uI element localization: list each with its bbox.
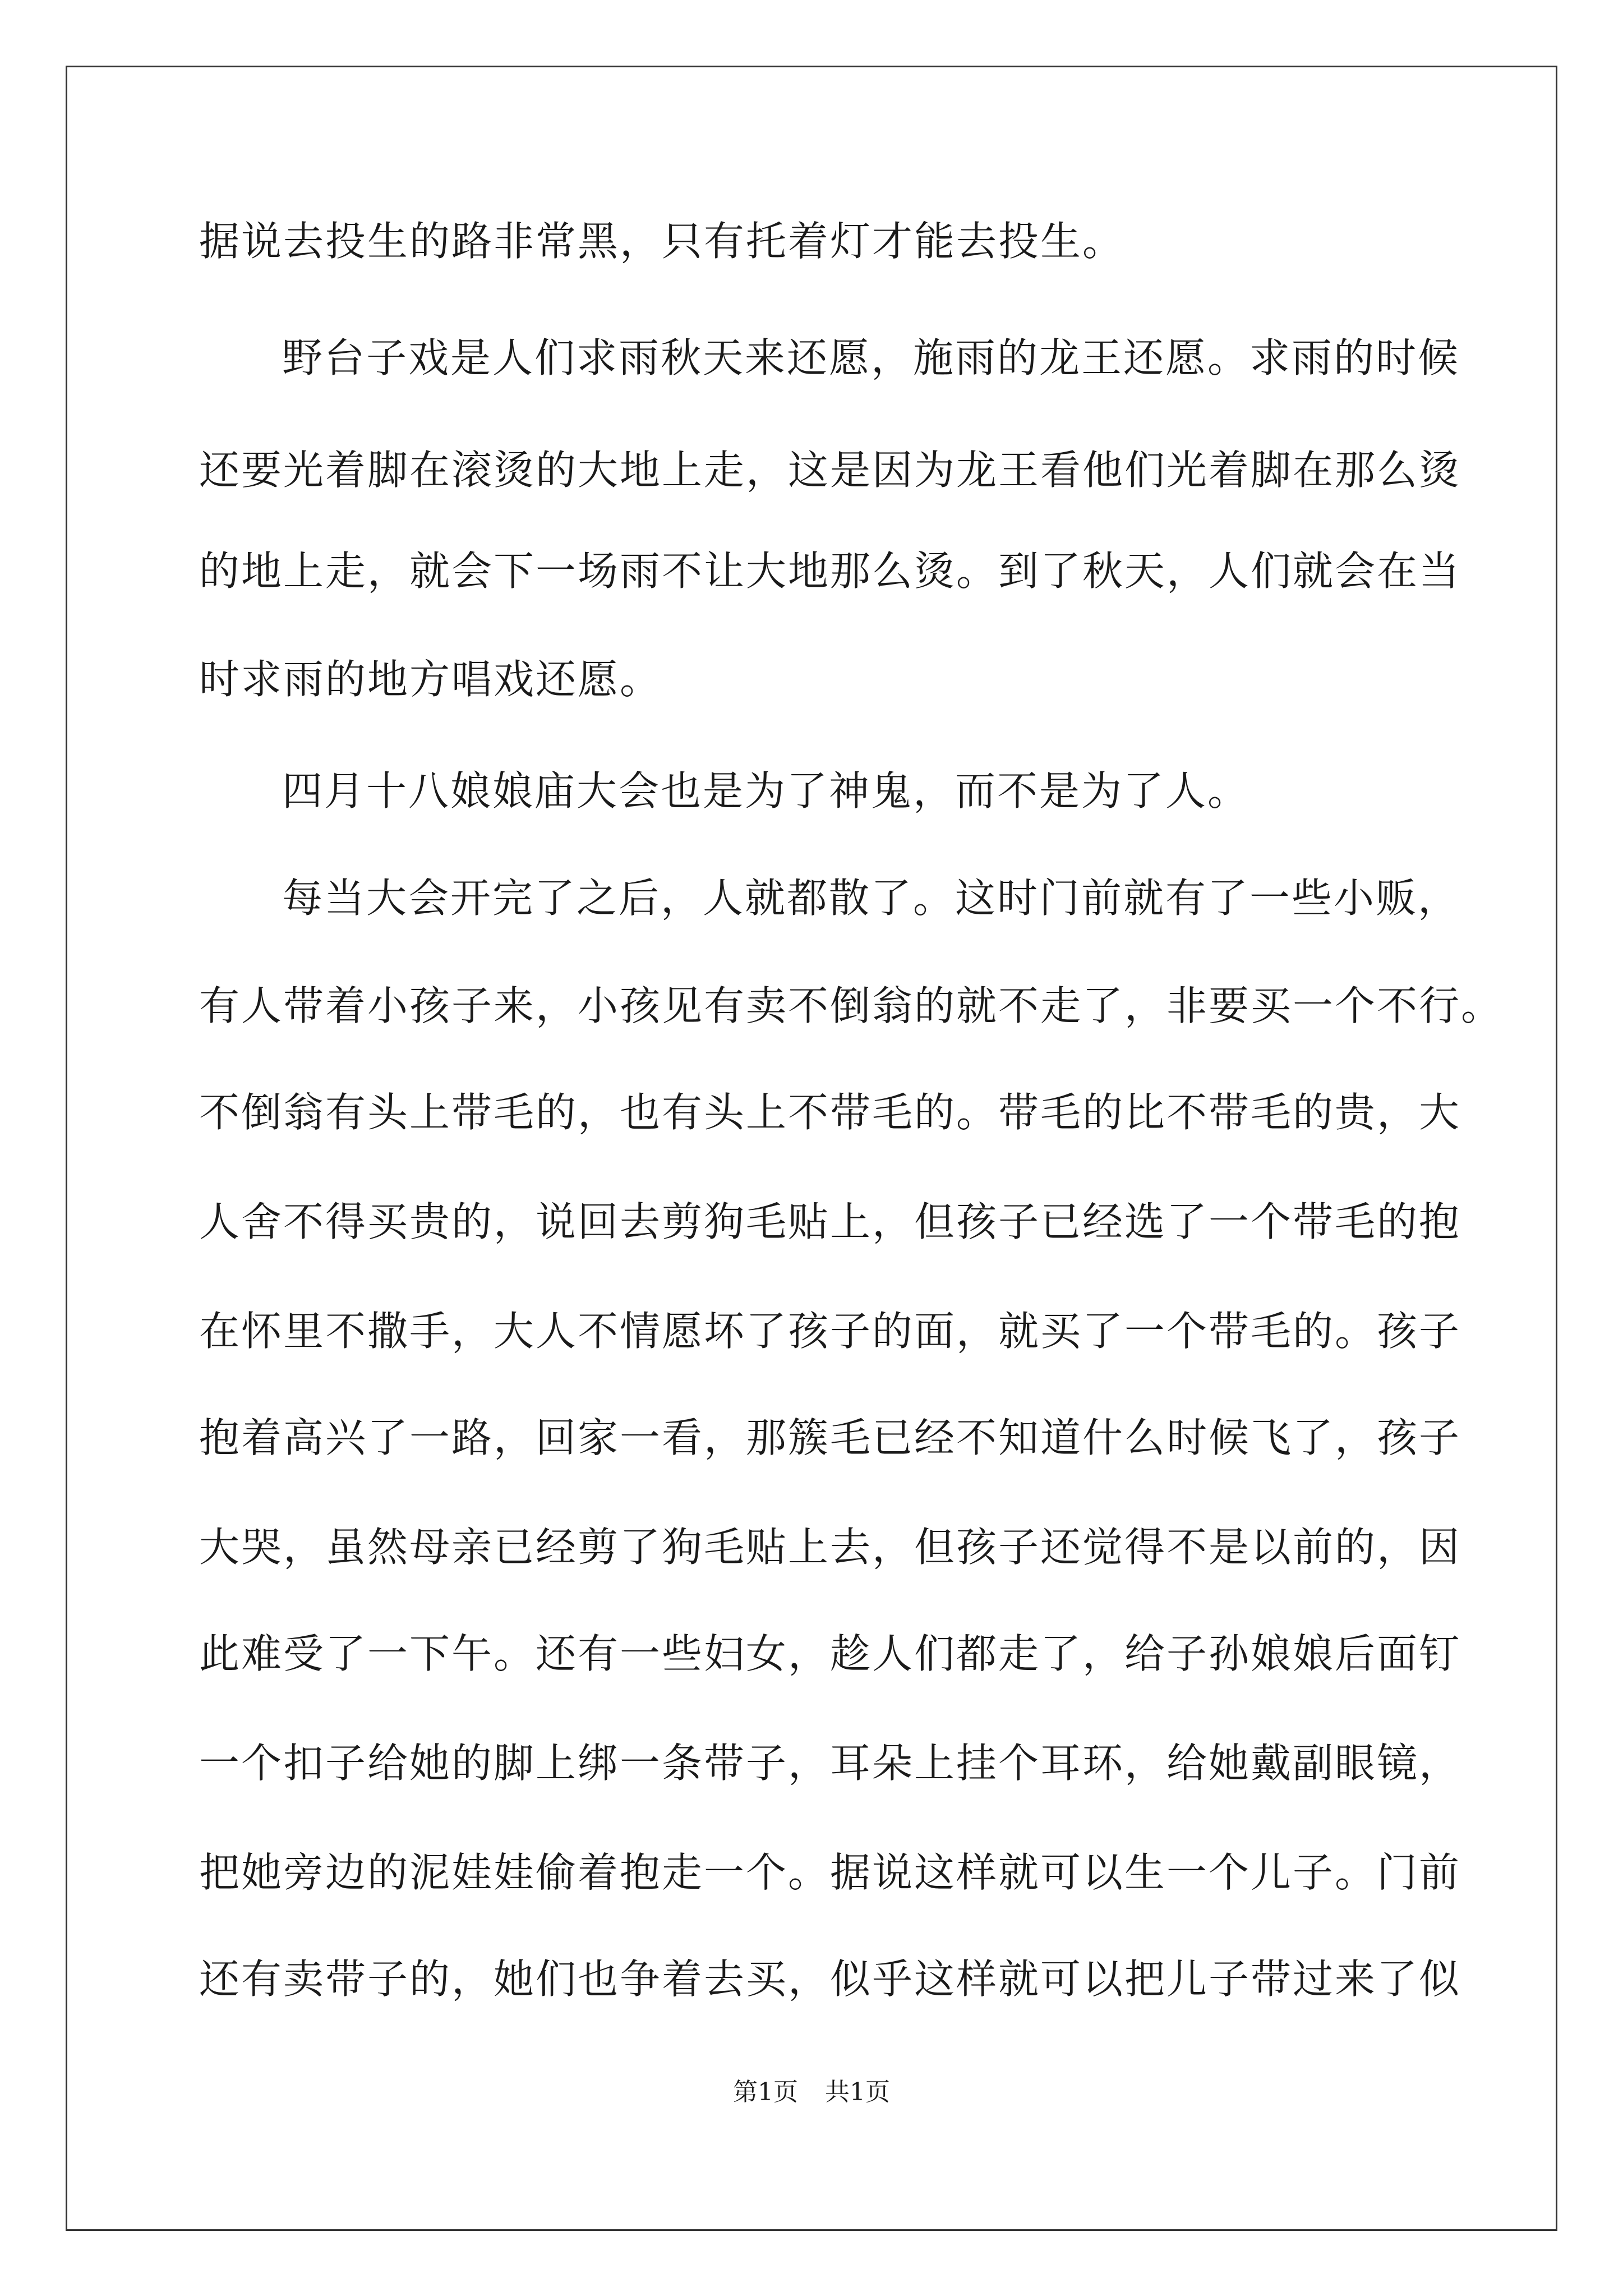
text-line: 四月十八娘娘庙大会也是为了神鬼，而不是为了人。 (282, 767, 1250, 815)
text-line: 有人带着小孩子来，小孩见有卖不倒翁的就不走了，非要买一个不行。 (199, 982, 1504, 1029)
text-line: 把她旁边的泥娃娃偷着抱走一个。据说这样就可以生一个儿子。门前 (199, 1849, 1461, 1896)
text-line: 在怀里不撒手，大人不情愿坏了孩子的面，就买了一个带毛的。孩子 (199, 1308, 1461, 1355)
text-line: 大哭，虽然母亲已经剪了狗毛贴上去，但孩子还觉得不是以前的，因 (199, 1524, 1461, 1571)
text-line: 据说去投生的路非常黑，只有托着灯才能去投生。 (199, 218, 1125, 265)
text-line: 还要光着脚在滚烫的大地上走，这是因为龙王看他们光着脚在那么烫 (199, 447, 1461, 494)
page-border (66, 66, 1557, 2231)
text-line: 野台子戏是人们求雨秋天来还愿，施雨的龙王还愿。求雨的时候 (282, 334, 1460, 381)
text-line: 每当大会开完了之后，人就都散了。这时门前就有了一些小贩， (282, 875, 1460, 922)
text-line: 还有卖带子的，她们也争着去买，似乎这样就可以把儿子带过来了似 (199, 1955, 1461, 2003)
text-line: 一个扣子给她的脚上绑一条带子，耳朵上挂个耳环，给她戴副眼镜， (199, 1740, 1461, 1787)
text-line: 此难受了一下午。还有一些妇女，趁人们都走了，给子孙娘娘后面钉 (199, 1630, 1461, 1677)
page-total: 共1页 (825, 2078, 890, 2106)
text-line: 抱着高兴了一路，回家一看，那簇毛已经不知道什么时候飞了，孩子 (199, 1414, 1461, 1461)
page-number: 第1页 (733, 2078, 798, 2106)
text-line: 人舍不得买贵的，说回去剪狗毛贴上，但孩子已经选了一个带毛的抱 (199, 1198, 1461, 1245)
text-line: 的地上走，就会下一场雨不让大地那么烫。到了秋天，人们就会在当 (199, 547, 1461, 595)
text-line: 时求雨的地方唱戏还愿。 (199, 656, 662, 703)
page-footer (0, 2076, 1623, 2109)
text-line: 不倒翁有头上带毛的，也有头上不带毛的。带毛的比不带毛的贵，大 (199, 1089, 1461, 1136)
